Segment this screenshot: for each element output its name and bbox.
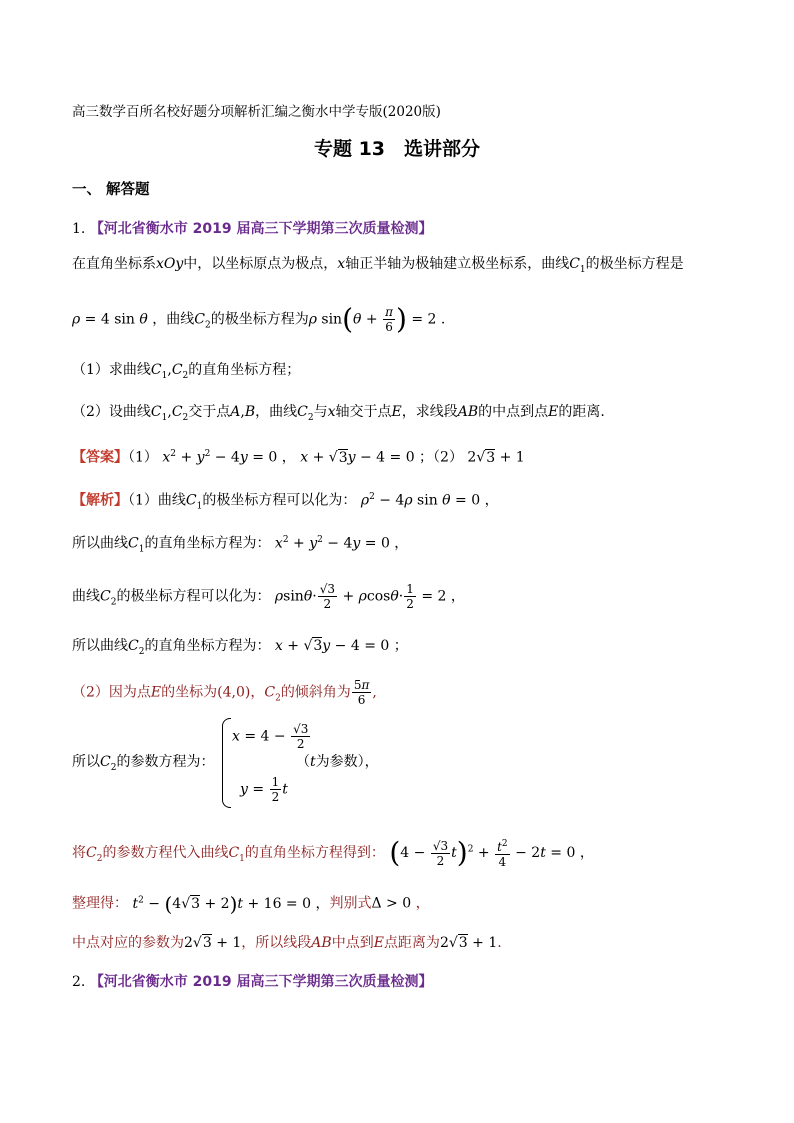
question-1-header bbox=[72, 219, 433, 239]
question-1-part-1: （1）求曲线$C_1,C_2$的直角坐标方程； bbox=[72, 362, 301, 381]
solution-step-3: 曲线$C_2$的极坐标方程可以化为： ρsinθ· $\frac{√3}{2}$ + ρcosθ· $\frac{1}{2}$ = 2 ， bbox=[72, 582, 465, 611]
question-1-answer: 【答案】（1） $x^2 + y^2 - 4y = 0$ ， x + √3y − 4 = 0 ；（2） 2√3 + 1 bbox=[72, 449, 525, 466]
solution-step-7: 将$C_2$的参数方程代入曲线$C_1$的直角坐标方程得到： (4 − $\frac{√3}{2}$ t)$^2$ + $\frac{t^2}{4}$ − 2t = 0 ， bbox=[72, 836, 594, 869]
question-1-number: 1. bbox=[72, 221, 86, 237]
param-note: （t为参数）， bbox=[296, 754, 379, 770]
analysis-tag: 【解析】 bbox=[72, 492, 128, 509]
question-2-header bbox=[72, 972, 433, 992]
solution-step-6: 所以$C_2$的参数方程为： bbox=[72, 754, 215, 773]
answer-tag: 【答案】 bbox=[72, 449, 128, 466]
solution-step-2: 所以曲线$C_1$的直角坐标方程为： $x^2 + y^2 - 4y = 0$ ， bbox=[72, 535, 409, 555]
question-1-stem-line-2: ρ = 4 sin θ ，曲线$C_2$的极坐标方程为ρ sin(θ + $\frac{\pi}{6}$ ) = 2 . bbox=[72, 302, 446, 336]
question-1-stem-line-1: 在直角坐标系xOy中，以坐标原点为极点，x轴正半轴为极轴建立极坐标系，曲线$C_1$的极坐标方程是 bbox=[72, 256, 684, 275]
page-header: 高三数学百所名校好题分项解析汇编之衡水中学专版(2020版) bbox=[72, 104, 441, 120]
solution-step-9: 中点对应的参数为2√3 + 1，所以线段AB中点到E点距离为2√3 + 1. bbox=[72, 935, 502, 951]
system-brace bbox=[222, 718, 231, 808]
page-title: 专题 13 选讲部分 bbox=[313, 138, 481, 160]
solution-step-4: 所以曲线$C_2$的直角坐标方程为： x + √3y − 4 = 0 ； bbox=[72, 638, 408, 657]
param-equation-x: x = 4 − $\frac{√3}{2}$ bbox=[232, 722, 309, 751]
solution-step-1: 【解析】（1）曲线$C_1$的极坐标方程可以化为： $\rho^2 - 4\rho$ sin θ = 0 ， bbox=[72, 492, 499, 512]
question-1-source: 【河北省衡水市 2019 届高三下学期第三次质量检测】 bbox=[89, 221, 433, 237]
question-2-number: 2. bbox=[72, 974, 86, 990]
solution-step-8: 整理得： $t^2 - (4√3 + 2)t + 16 = 0$ ，判别式Δ > 0 ， bbox=[72, 891, 430, 916]
section-heading: 一、 解答题 bbox=[72, 182, 150, 198]
solution-step-5: （2）因为点E的坐标为(4,0)，$C_2$的倾斜角为 $\frac{5\pi}{6}$ , bbox=[72, 678, 377, 707]
param-equation-y: y = $\frac{1}{2}$ t bbox=[240, 775, 288, 804]
question-2-source: 【河北省衡水市 2019 届高三下学期第三次质量检测】 bbox=[89, 974, 433, 990]
question-1-part-2: （2）设曲线$C_1,C_2$交于点A,B，曲线$C_2$与x轴交于点E，求线段AB的中点到点E的距离. bbox=[72, 404, 605, 423]
